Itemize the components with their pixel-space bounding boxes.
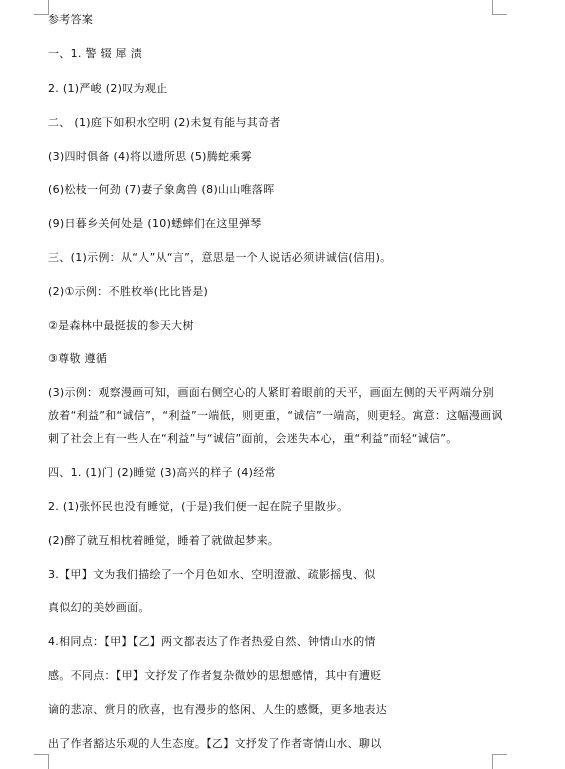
- page-corner-mark: [492, 754, 507, 769]
- answer-line: 2. (1)张怀民也没有睡觉，(于是)我们便一起在院子里散步。: [48, 500, 349, 513]
- answer-line: 感。不同点：【甲】文抒发了作者复杂微妙的思想感情，其中有遭贬: [48, 669, 382, 682]
- answer-line: 谪的悲凉、赏月的欣喜，也有漫步的悠闲、人生的感慨，更多地表达: [48, 703, 387, 716]
- answer-line: 放着“利益”和“诚信”，“利益”一端低，则更重，“诚信”一端高，则更轻。寓意：这幅漫画讽: [48, 409, 503, 422]
- answer-line: 出了作者豁达乐观的人生态度。【乙】文抒发了作者寄情山水、聊以: [48, 737, 382, 750]
- answer-line: 四、1. (1)门 (2)睡觉 (3)高兴的样子 (4)经常: [48, 466, 276, 479]
- answer-line: (9)日暮乡关何处是 (10)蟋蟀们在这里弹琴: [48, 217, 262, 230]
- document-title: 参考答案: [48, 13, 94, 26]
- answer-line: 三、(1)示例：从“人”从“言”，意思是一个人说话必须讲诚信(信用)。: [48, 251, 392, 264]
- answer-line: ②是森林中最挺拔的参天大树: [48, 319, 194, 332]
- answer-line: 刺了社会上有一些人在“利益”与“诚信”面前，会迷失本心，重“利益”而轻“诚信”。: [48, 432, 458, 445]
- answer-line: ③尊敬 遵循: [48, 352, 108, 365]
- answer-line: 4.相同点：【甲】【乙】两文都表达了作者热爱自然、钟情山水的情: [48, 635, 376, 648]
- answer-line: 二、 (1)庭下如积水空明 (2)未复有能与其奇者: [48, 116, 281, 129]
- answer-line: (3)四时俱备 (4)将以遗所思 (5)腾蛇乘雾: [48, 150, 252, 163]
- answer-line: 2. (1)严峻 (2)叹为观止: [48, 82, 168, 95]
- page-corner-mark: [34, 0, 49, 15]
- answer-line: (3)示例：观察漫画可知，画面右侧空心的人紧盯着眼前的天平，画面左侧的天平两端分别: [48, 386, 494, 399]
- answer-line: (6)松枝一何劲 (7)妻子象禽兽 (8)山山唯落晖: [48, 183, 275, 196]
- answer-line: 3.【甲】文为我们描绘了一个月色如水、空明澄澈、疏影摇曳、似: [48, 568, 376, 581]
- answer-line: (2)①示例：不胜枚举(比比皆是): [48, 285, 209, 298]
- page-corner-mark: [34, 754, 49, 769]
- answer-line: 一、1. 警 辍 犀 渍: [48, 47, 143, 60]
- answer-line: (2)醉了就互相枕着睡觉，睡着了就做起梦来。: [48, 534, 280, 547]
- answer-line: 真似幻的美妙画面。: [48, 601, 150, 614]
